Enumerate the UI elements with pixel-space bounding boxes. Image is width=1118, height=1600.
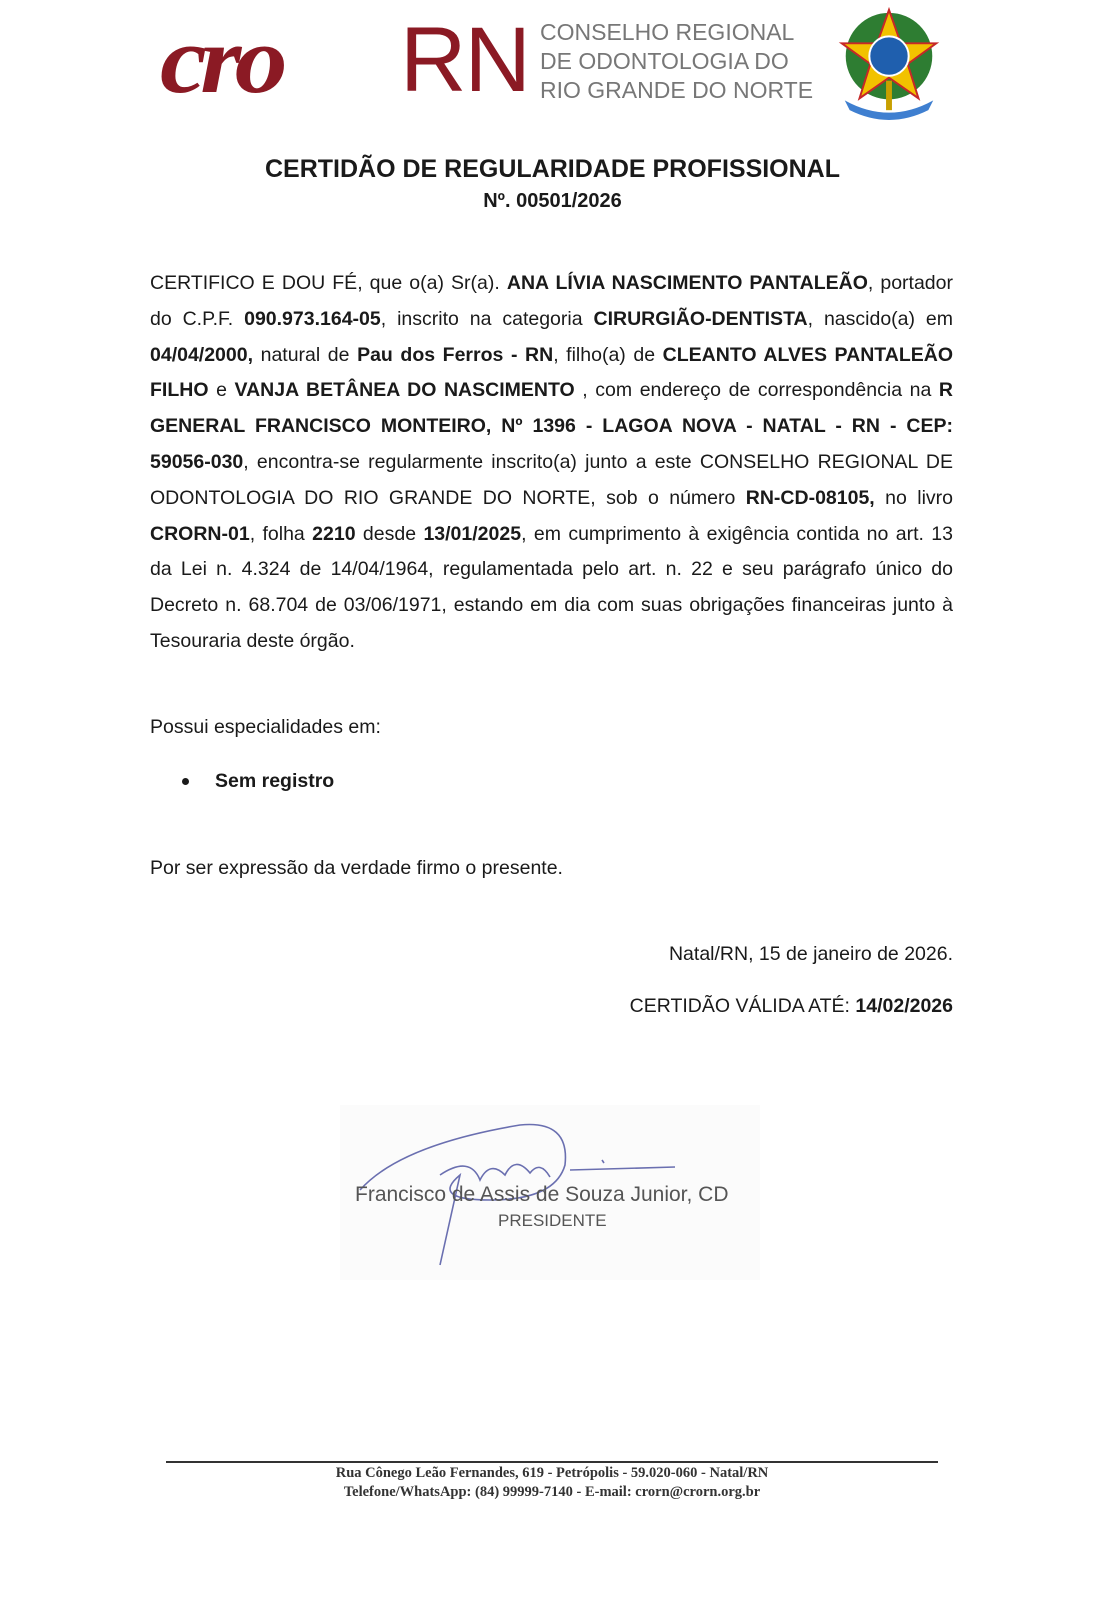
highlighted-value: 13/01/2025	[423, 522, 522, 545]
highlighted-value: Pau dos Ferros - RN	[357, 343, 554, 366]
specialty-item	[182, 770, 334, 793]
issue-date: Natal/RN, 15 de janeiro de 2026.	[668, 943, 953, 965]
document-title: CERTIDÃO DE REGULARIDADE PROFISSIONAL	[264, 155, 841, 183]
signature-block	[340, 1105, 760, 1280]
coat-of-arms-icon	[830, 2, 948, 120]
body-text: , folha	[249, 522, 313, 545]
highlighted-value: CRORN-01	[150, 522, 250, 545]
letterhead	[155, 0, 955, 125]
body-text: , com endereço de correspondência na	[574, 379, 939, 402]
body-text: , encontra-se regularmente inscrito(a) junto a este CONSELHO REGIONAL DE ODONTOLOGIA DO RIO GRANDE DO NORTE, sob o número	[150, 450, 953, 509]
highlighted-value: CLEANTO ALVES PANTALEÃO FILHO	[150, 343, 953, 402]
highlighted-value: VANJA BETÂNEA DO NASCIMENTO	[234, 379, 575, 402]
certificate-number: Nº. 00501/2026	[483, 190, 622, 212]
body-text: natural de	[253, 343, 358, 366]
highlighted-value: CIRURGIÃO-DENTISTA	[593, 307, 808, 330]
footer-address: Rua Cônego Leão Fernandes, 619 - Petrópolis - 59.020-060 - Natal/RN	[335, 1465, 769, 1481]
highlighted-value: 090.973.164-05	[244, 307, 381, 330]
footer	[166, 1464, 938, 1502]
organization-name	[540, 18, 813, 105]
signatory-role: PRESIDENTE	[498, 1211, 607, 1230]
highlighted-value: R GENERAL FRANCISCO MONTEIRO, Nº 1396 - LAGOA NOVA - NATAL - RN - CEP: 59056-030	[150, 379, 953, 473]
highlighted-value: 2210	[312, 522, 356, 545]
footer-divider	[166, 1461, 938, 1463]
highlighted-value: RN-CD-08105,	[745, 486, 875, 509]
specialty-text: Sem registro	[215, 770, 335, 792]
body-text: , filho(a) de	[553, 343, 663, 366]
body-text: , inscrito na categoria	[380, 307, 594, 330]
body-text: CERTIFICO E DOU FÉ, que o(a) Sr(a).	[150, 272, 507, 294]
signatory-name: Francisco de Assis de Souza Junior, CD	[355, 1183, 729, 1206]
certificate-body	[150, 266, 953, 660]
rn-logo: RN	[400, 9, 529, 111]
highlighted-value: ANA LÍVIA NASCIMENTO PANTALEÃO	[506, 272, 868, 294]
org-line: DE ODONTOLOGIA DO	[540, 48, 789, 74]
validity-label: CERTIDÃO VÁLIDA ATÉ:	[629, 995, 856, 1017]
body-text: , portador do C.P.F.	[150, 272, 953, 330]
org-line: CONSELHO REGIONAL	[540, 19, 795, 45]
body-text: , nascido(a) em	[807, 307, 954, 330]
body-text: e	[208, 379, 235, 402]
body-text: , em cumprimento à exigência contida no art. 13 da Lei n. 4.324 de 14/04/1964, regulamentada pelo art. n. 22 e seu parágrafo único do Decreto n. 68.704 de 03/06/1971, estando em dia com suas obrigações financeiras junto à Tesouraria deste órgão.	[150, 522, 953, 652]
specialties-label: Possui especialidades em:	[150, 716, 381, 738]
closing-statement: Por ser expressão da verdade firmo o presente.	[150, 857, 563, 879]
highlighted-value: 04/04/2000,	[150, 343, 254, 366]
validity	[630, 995, 953, 1018]
body-text: no livro	[874, 486, 953, 509]
org-line: RIO GRANDE DO NORTE	[540, 77, 814, 103]
validity-date: 14/02/2026	[855, 995, 953, 1017]
bullet-icon	[182, 778, 189, 785]
cro-logo: cro	[160, 6, 281, 113]
body-text: desde	[355, 522, 424, 545]
footer-contact: Telefone/WhatsApp: (84) 99999-7140 - E-mail: crorn@crorn.org.br	[343, 1484, 761, 1500]
